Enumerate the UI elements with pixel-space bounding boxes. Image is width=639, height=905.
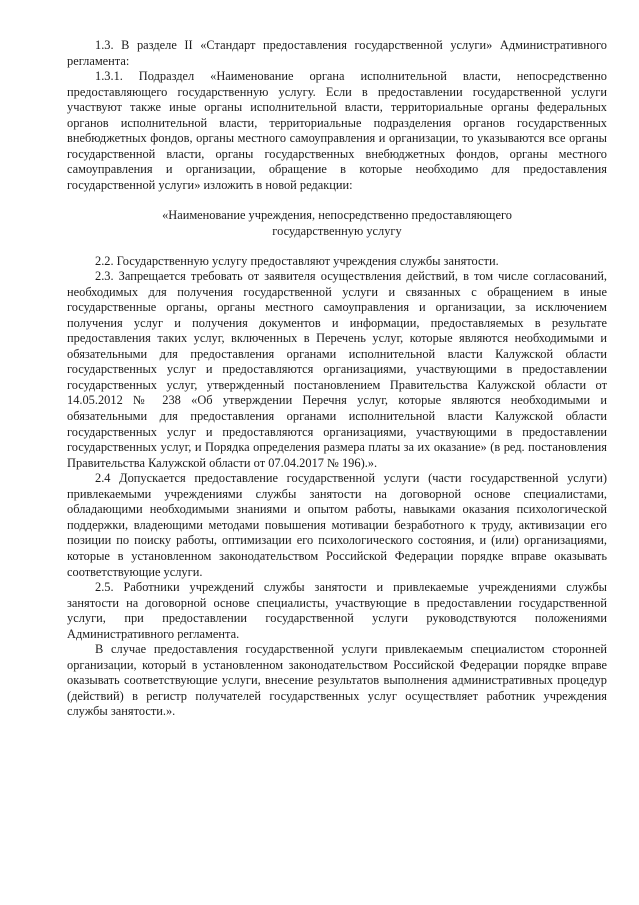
spacer	[67, 193, 607, 208]
paragraph-closing: В случае предоставления государственной услуги привлекаемым специалистом сторонней организации, который в установленном законодательством Российской Федерации порядке вправе оказывать соответствующие услуги, внесение результатов выполнения административных процедур (действий) в регистр получателей государственных услуг осуществляет работник учреждения службы занятости.».	[67, 642, 607, 719]
paragraph-2-2: 2.2. Государственную услугу предоставляют учреждения службы занятости.	[95, 253, 499, 268]
paragraph-1-3-1: 1.3.1. Подраздел «Наименование органа исполнительной власти, непосредственно предоставляющего государственную услугу. Если в предоставлении государственной услуги участвуют также иные органы исполнительной власти, территориальные органы федеральных органов исполнительной власти, территориальные подразделения органов государственных внебюджетных фондов, органы местного самоуправления и организации, то указываются все органы государственной власти, органы государственных внебюджетных фондов, органы местного самоуправления и организации, обращение в которые необходимо для предоставления государственной услуги» изложить в новой редакции:	[67, 69, 607, 192]
paragraph-2-4: 2.4 Допускается предоставление государственной услуги (части государственной услуги) привлекаемыми учреждениями службы занятости на договорной основе специалистами, обладающими необходимыми знаниями и опытом работы, навыками оказания психологической поддержки, владеющими методами повышения мотивации безработного к труду, активизации его позиции по поиску работы, оптимизации его психологического состояния, и (или) организациями, которые в установленном законодательством Российской Федерации порядке вправе оказывать соответствующие услуги.	[67, 471, 607, 579]
paragraph-2-5: 2.5. Работники учреждений службы занятости и привлекаемые учреждениями службы занятости на договорной основе специалисты, участвующие в предоставлении государственной услуги, при предоставлении государственной услуги руководствуются положениями Административного регламента.	[67, 580, 607, 641]
paragraph-2-3: 2.3. Запрещается требовать от заявителя осуществления действий, в том числе согласований, необходимых для получения государственной услуги и связанных с обращением в иные государственные органы, органы местного самоуправления и организации, за исключением получения услуг и получения документов и информации, предоставляемых в результате предоставления таких услуг, включенных в Перечень услуг, которые являются необходимыми и обязательными для предоставления органами исполнительной власти Калужской области государственных услуг и предоставляются организациями, участвующими в предоставлении государственных услуг, утвержденный постановлением Правительства Калужской области от 14.05.2012 № 238 «Об утверждении Перечня услуг, которые являются необходимыми и обязательными для предоставления органами исполнительной власти Калужской области государственных услуг и предоставляются организациями, участвующими в предоставлении государственных услуг, и Порядка определения размера платы за их оказание» (в ред. постановления Правительства Калужской области от 07.04.2017 № 196).».	[67, 269, 607, 470]
document-page	[67, 38, 607, 720]
spacer	[67, 240, 607, 254]
paragraph-1-3: 1.3. В разделе II «Стандарт предоставления государственной услуги» Административного регламента:	[67, 38, 607, 68]
subsection-heading: «Наименование учреждения, непосредственно предоставляющего государственную услугу	[162, 208, 512, 239]
